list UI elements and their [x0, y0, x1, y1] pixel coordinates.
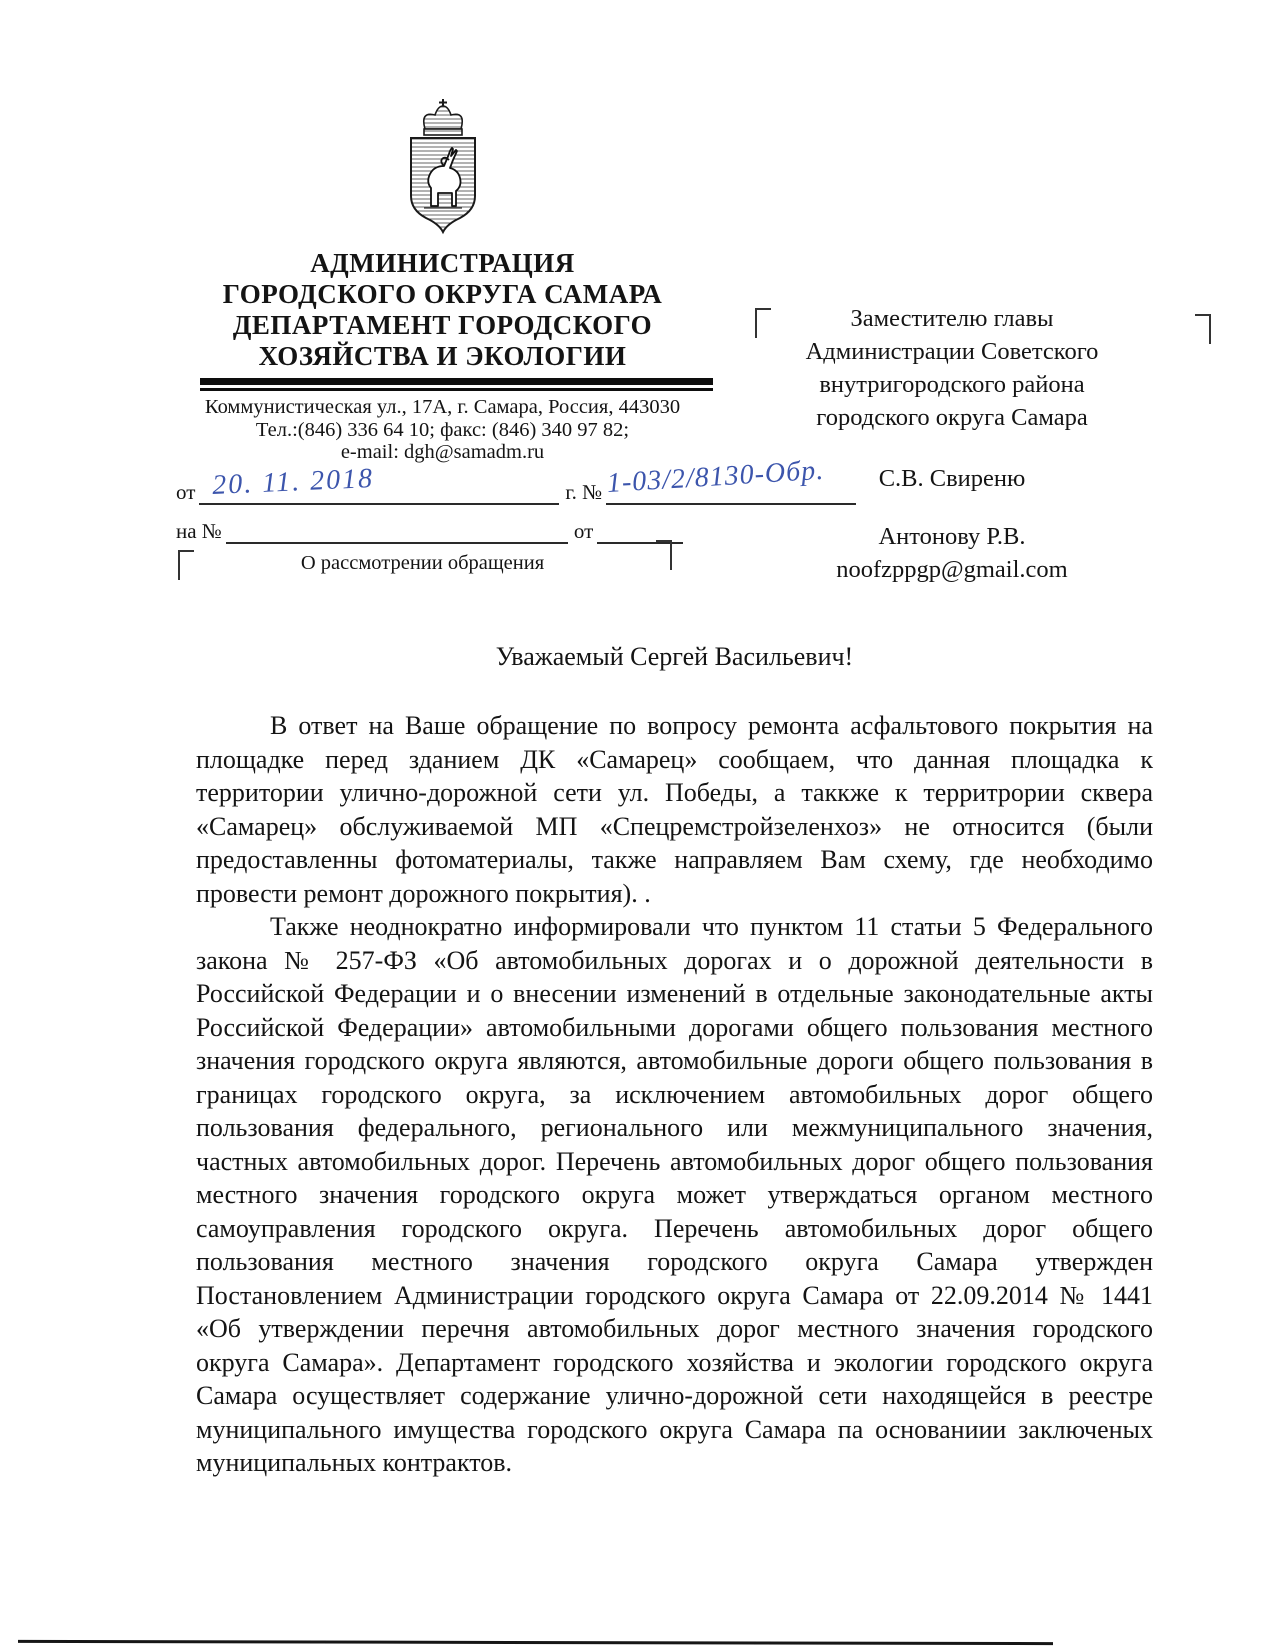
subject-block	[170, 546, 675, 580]
address-line: Коммунистическая ул., 17А, г. Самара, Россия, 443030	[204, 396, 681, 418]
recipient-block	[752, 300, 1217, 586]
recipient-email: noofzppgp@gmail.com	[836, 556, 1068, 583]
org-line: ДЕПАРТАМЕНТ ГОРОДСКОГО	[232, 310, 653, 340]
org-line: ГОРОДСКОГО ОКРУГА САМАРА	[222, 279, 663, 309]
recipient-line: внутригородского района	[819, 371, 1085, 398]
address-line: Тел.:(846) 336 64 10; факс: (846) 340 97 82;	[255, 418, 630, 441]
address-line: e-mail: dgh@samadm.ru	[340, 441, 545, 463]
number-label: г. №	[565, 479, 603, 504]
recipient-line: Администрации Советского	[805, 338, 1099, 365]
salutation: Уважаемый Сергей Васильевич!	[495, 642, 854, 671]
recipient-line: Заместителю главы	[850, 305, 1054, 332]
org-line: АДМИНИСТРАЦИЯ	[310, 248, 575, 278]
recipient-line: городского округа Самара	[816, 404, 1088, 431]
incoming-reference-line	[170, 512, 715, 544]
reply-from-label: от	[573, 518, 594, 543]
corner-bracket-left-icon	[755, 308, 771, 338]
handwritten-number: 1-03/2/8130-Обр.	[606, 454, 826, 499]
date-field	[199, 462, 559, 505]
outgoing-reference-line	[170, 454, 826, 505]
crown-icon	[423, 99, 462, 135]
corner-bracket-right-icon	[656, 540, 672, 570]
letterhead-divider	[200, 378, 713, 391]
corner-bracket-right-icon	[1195, 314, 1211, 344]
recipient-address	[752, 302, 1152, 586]
letter-body	[196, 642, 1153, 1480]
letterhead-address	[170, 396, 715, 464]
reply-number-field	[226, 512, 568, 544]
body-paragraph: В ответ на Ваше обращение по вопросу ремонта асфальтового покрытия на площадке перед зданием ДК «Самарец» сообщаем, что данная площадка к территории улично-дорожной сети ул. Победы, а таккже к территрории сквера «Самарец» обслуживаемой МП «Спецремстройзеленхоз» не относится (были предоставленны фотоматериалы, также направляем Вам схему, где необходимо провести ремонт дорожного покрытия). .	[196, 711, 1153, 908]
from-label: от	[176, 479, 196, 504]
organization-name	[170, 248, 715, 372]
reply-no-label: на №	[176, 518, 222, 543]
letter-subject: О рассмотрении обращения	[300, 551, 545, 574]
recipient-name-secondary: Антонову Р.В.	[878, 523, 1026, 550]
org-line: ХОЗЯЙСТВА И ЭКОЛОГИИ	[258, 341, 627, 371]
samara-coat-of-arms-icon	[394, 98, 492, 240]
scan-edge-artifact	[18, 1640, 1053, 1645]
body-paragraph: Также неоднократно информировали что пунктом 11 статьи 5 Федерального закона № 257-ФЗ «Об автомобильных дорогах и о дорожной деятельности в Российской Федерации и о внесении изменений в отдельные законодательные акты Российской Федерации» автомобильными дорогами общего пользования местного значения городского округа являются, автомобильные дороги общего пользования в границах городского округа, за исключением автомобильных дорог общего пользования федерального, регионального или межмуниципального значения, частных автомобильных дорог. Перечень автомобильных дорог общего пользования местного значения городского округа может утверждаться органом местного самоуправления городского округа. Перечень автомобильных дорог общего пользования местного значения городского округа Самара утвержден Постановлением Администрации городского округа Самара от 22.09.2014 № 1441 «Об утверждении перечня автомобильных дорог местного значения городского округа Самара». Департамент городского хозяйства и экологии городского округа Самара осуществляет содержание улично-дорожной сети находящейся в реестре муниципального имущества городского округа Самара па основаниии заключеных муниципальных контрактов.	[196, 912, 1153, 1477]
handwritten-date: 20. 11. 2018	[212, 462, 376, 501]
letterhead	[170, 98, 826, 580]
recipient-name-primary: С.В. Свиреню	[878, 465, 1026, 492]
